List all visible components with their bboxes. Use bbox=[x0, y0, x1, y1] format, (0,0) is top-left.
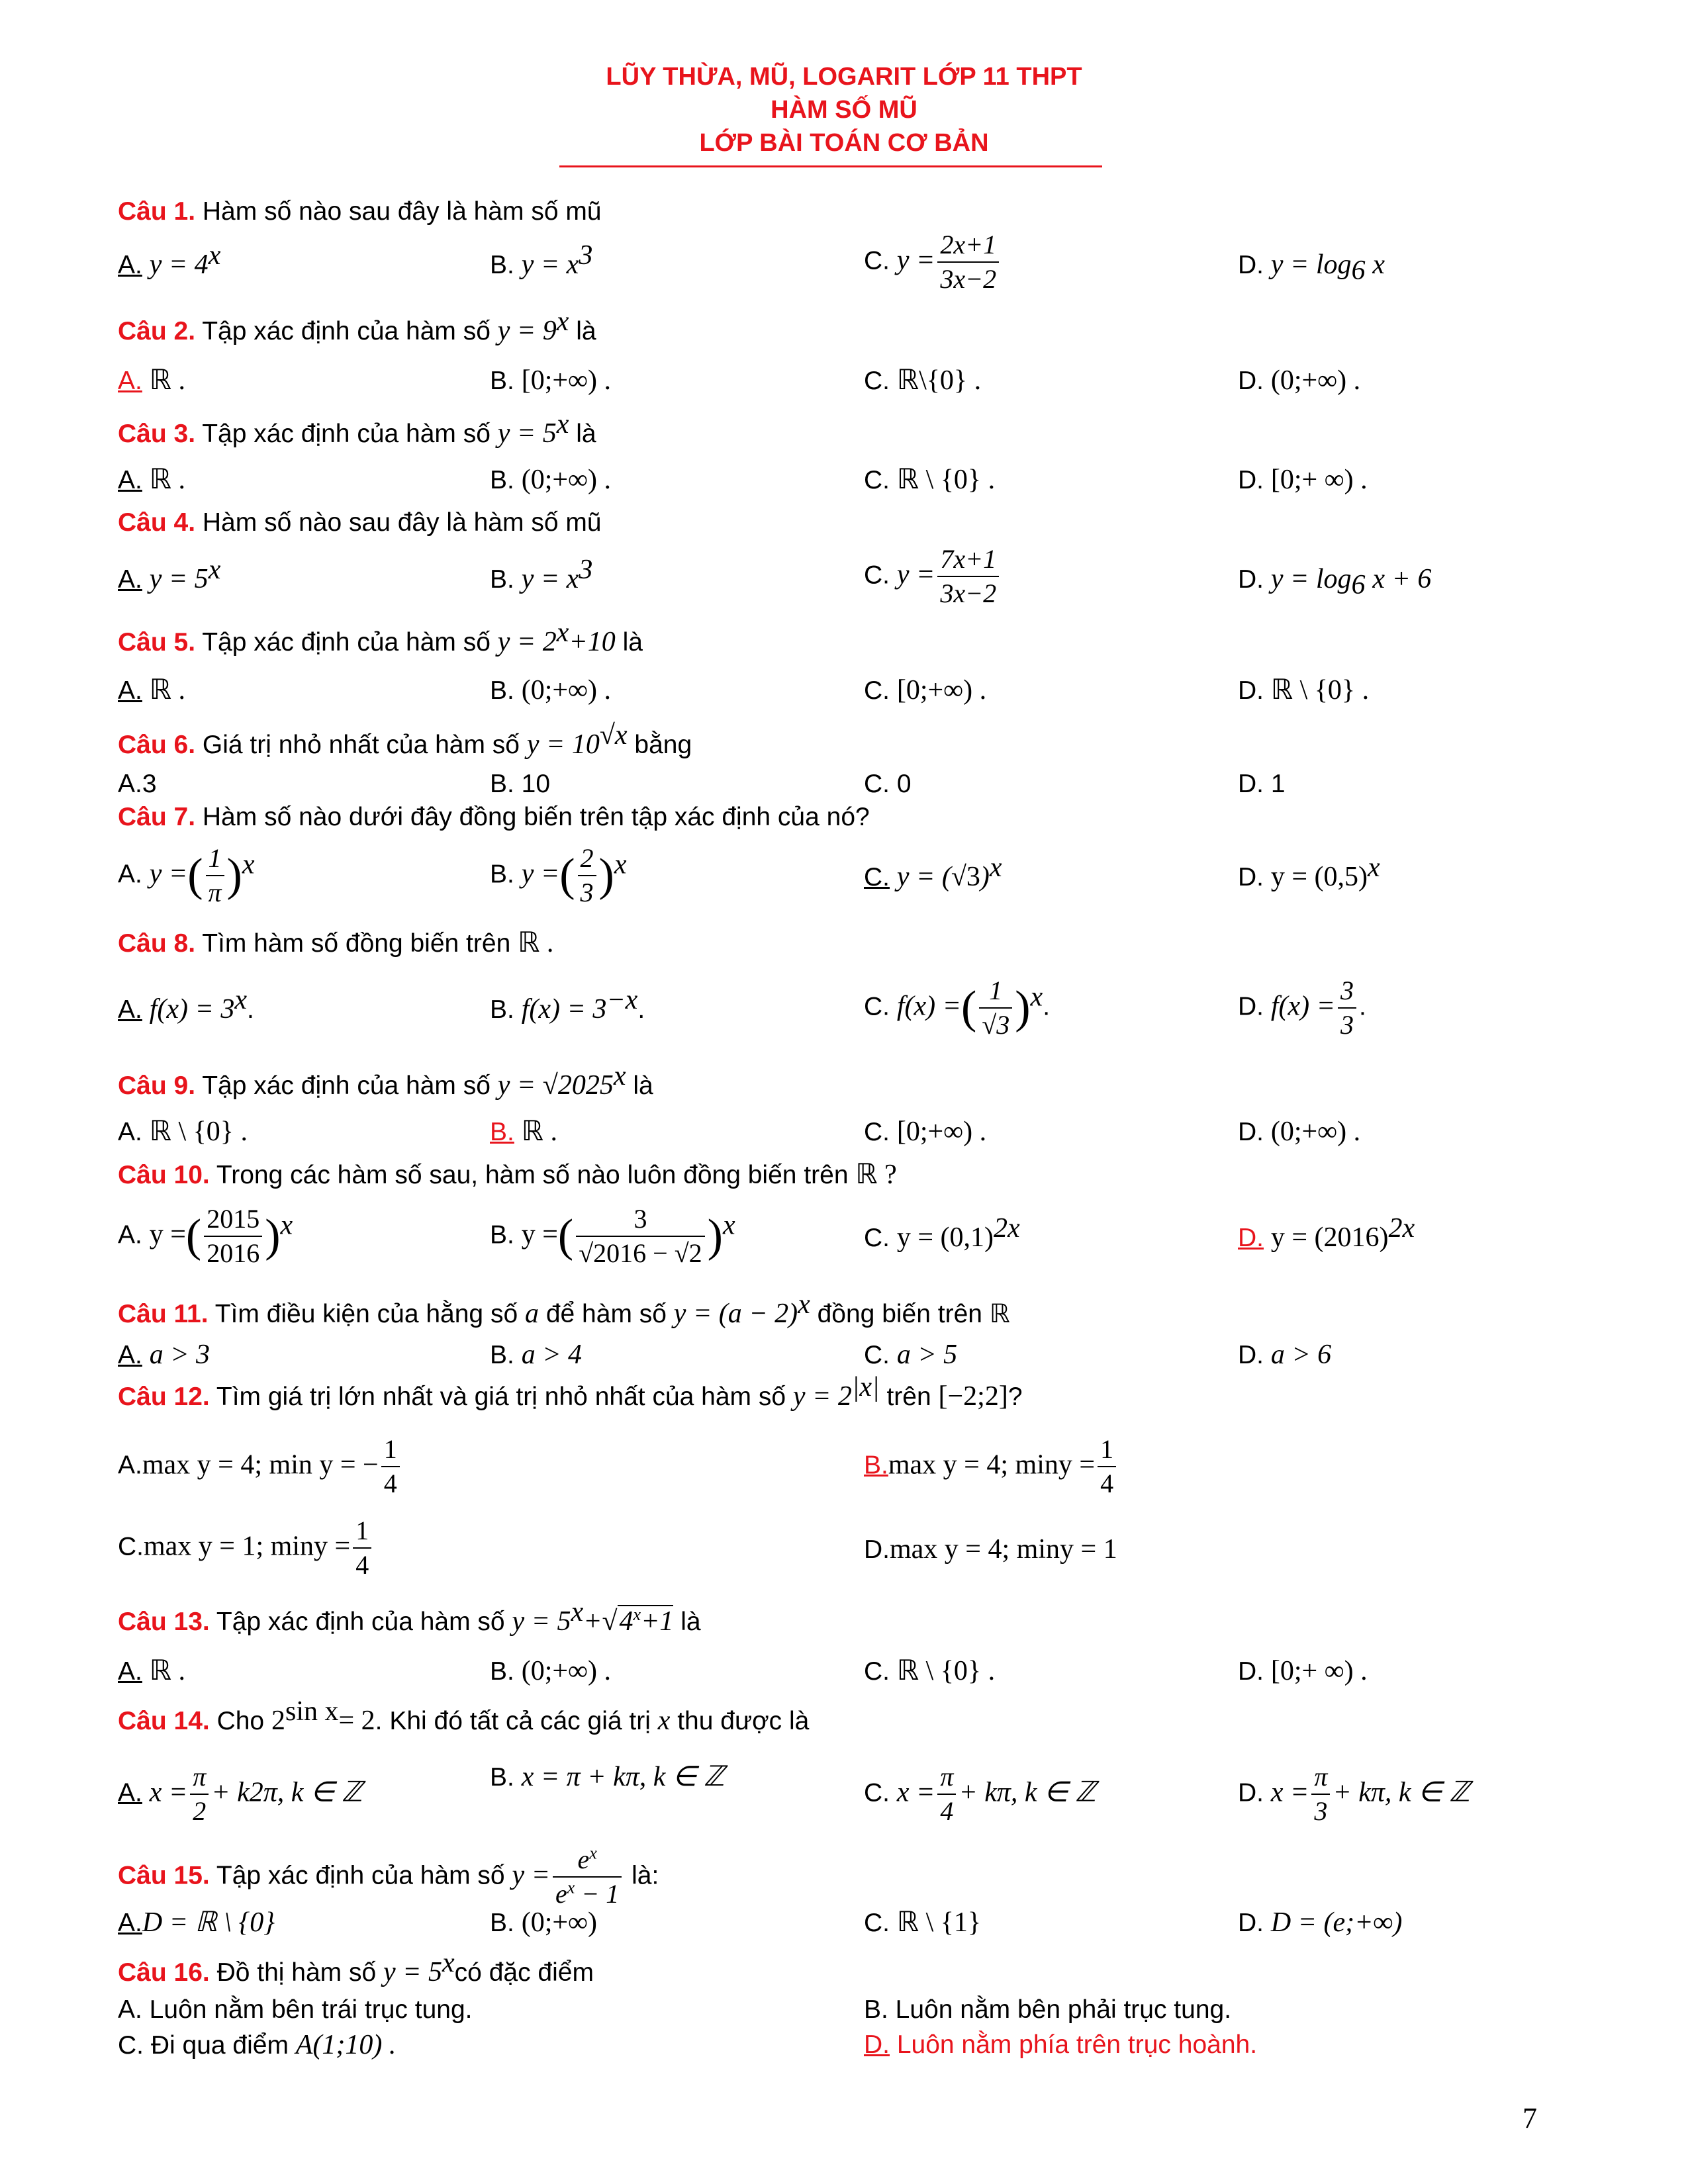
question-2: Câu 2. Tập xác định của hàm số $y = 9^x$ là bbox=[118, 306, 596, 346]
page-number: 7 bbox=[1523, 2102, 1537, 2134]
question-15: Câu 15. Tập xác định của hàm số y = $\frac{e^x}{e^x - 1}$ là: bbox=[118, 1843, 659, 1909]
option-b: B. $y = x^3$ bbox=[490, 240, 593, 280]
option-c: C. y = $\frac{2x+1}{3x-2}$ bbox=[864, 228, 1002, 296]
question-1 bbox=[118, 195, 602, 228]
question-5: Câu 5. Tập xác định của hàm số $y = 2^x+10$ là bbox=[118, 617, 643, 657]
question-12: Câu 12. Tìm giá trị lớn nhất và giá trị nhỏ nhất của hàm số $y = 2^{|x|}$ trên [−2;2]? bbox=[118, 1372, 1023, 1412]
option-a: A. $y = 4^x$ bbox=[118, 240, 221, 280]
question-6: Câu 6. Giá trị nhỏ nhất của hàm số $y = 10^{√x}$ bằng bbox=[118, 720, 692, 760]
question-4: Câu 4. Hàm số nào sau đây là hàm số mũ bbox=[118, 508, 602, 537]
option-d-text: Luôn nằm phía trên trục hoành. bbox=[890, 2030, 1258, 2059]
question-7: Câu 7. Hàm số nào dưới đây đồng biến trên tập xác định của nó? bbox=[118, 803, 870, 831]
question-11: Câu 11. Tìm điều kiện của hằng số a để hàm số $y = (a - 2)^x$ đồng biến trên ℝ bbox=[118, 1289, 1010, 1329]
question-14: Câu 14. Cho $2^{sin x}= 2$. Khi đó tất cả các giá trị x thu được là bbox=[118, 1696, 810, 1736]
question-text: Hàm số nào sau đây là hàm số mũ bbox=[202, 197, 602, 226]
question-8: Câu 8. Tìm hàm số đồng biến trên ℝ . bbox=[118, 928, 554, 958]
header-line-1: LŨY THỪA, MŨ, LOGARIT LỚP 11 THPT bbox=[606, 63, 1082, 91]
question-number: Câu 1. bbox=[118, 197, 196, 226]
header-line-2: HÀM SỐ MŨ bbox=[771, 96, 917, 124]
fraction: $\frac{2x+1}{3x-2}$ bbox=[937, 228, 999, 296]
question-9: Câu 9. Tập xác định của hàm số $y = √2025^x$ là bbox=[118, 1061, 653, 1101]
option-d-correct bbox=[864, 2028, 1257, 2062]
header-line-3: LỚP BÀI TOÁN CƠ BẢN bbox=[699, 129, 989, 157]
question-16: Câu 16. Đồ thị hàm số $y = 5^xcó$ đặc điểm bbox=[118, 1948, 594, 1987]
question-13: Câu 13. Tập xác định của hàm số $y = 5^x+√4^x+1$ là bbox=[118, 1597, 701, 1637]
header-underline bbox=[559, 165, 1102, 167]
option-d: D. $y = \log_6 x$ bbox=[1238, 250, 1385, 286]
question-10: Câu 10. Trong các hàm số sau, hàm số nào luôn đồng biến trên ℝ ? bbox=[118, 1160, 897, 1190]
question-3: Câu 3. Tập xác định của hàm số $y = 5^x$ là bbox=[118, 409, 596, 449]
option-d-label: D. bbox=[864, 2030, 890, 2059]
